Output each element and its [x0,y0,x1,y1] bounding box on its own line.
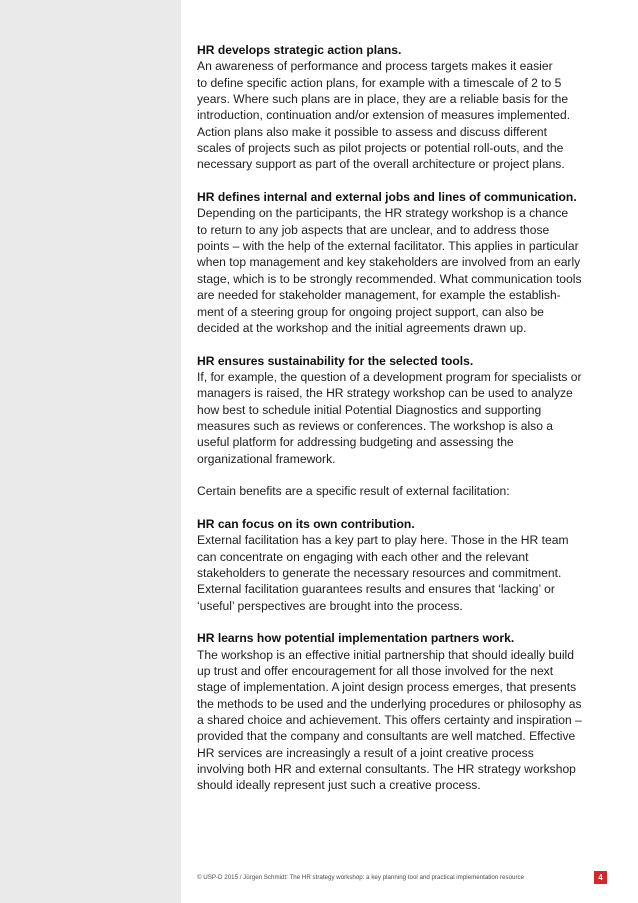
paragraph-line: years. Where such plans are in place, they are a reliable basis for the [197,92,569,107]
section [197,483,611,499]
paragraph-line: stage of implementation. A joint design process emerges, that presents [197,680,577,695]
paragraph-line: when top management and key stakeholders are involved from an early [197,255,581,270]
paragraph-line: to define specific action plans, for example with a timescale of 2 to 5 [197,75,562,90]
left-margin-band [0,0,181,903]
paragraph-line: points – with the help of the external facilitator. This applies in particular [197,239,579,254]
section-heading: HR develops strategic action plans. [197,43,402,57]
section [197,42,611,173]
paragraph-line: The workshop is an effective initial partnership that should ideally build [197,647,574,662]
paragraph-line: stage, which is to be strongly recommended. What communication tools [197,271,582,286]
paragraph-line: measures such as reviews or conferences. The workshop is also a [197,418,554,433]
paragraph-line: managers is raised, the HR strategy workshop can be used to analyze [197,386,573,401]
document-body [197,42,611,810]
section-paragraph [197,58,611,172]
paragraph-line: necessary support as part of the overall architecture or project plans. [197,157,565,172]
section-paragraph [197,532,611,614]
paragraph-line: useful platform for addressing budgeting and assessing the [197,435,514,450]
paragraph-line: ‘useful’ perspectives are brought into the process. [197,598,463,613]
section-paragraph [197,369,611,467]
paragraph-line: Action plans also make it possible to assess and discuss different [197,124,548,139]
paragraph-line: Certain benefits are a specific result of external facilitation: [197,484,510,499]
paragraph-line: stakeholders to generate the necessary resources and commitment. [197,566,562,580]
paragraph-line: scales of projects such as pilot projects or potential roll-outs, and the [197,141,564,156]
paragraph-line: to return to any job aspects that are unclear, and to address those [197,222,550,237]
paragraph-line: An awareness of performance and process targets makes it easier [197,59,553,74]
paragraph-line: involving both HR and external consultants. The HR strategy workshop [197,762,576,777]
section-heading: HR defines internal and external jobs and lines of communication. [197,190,577,205]
paragraph-line: External facilitation guarantees results and ensures that ‘lacking’ or [197,582,555,597]
paragraph-line: introduction, continuation and/or extension of measures implemented. [197,108,571,123]
paragraph-line: Depending on the participants, the HR strategy workshop is a chance [197,206,569,221]
section-heading: HR can focus on its own contribution. [197,516,415,531]
paragraph-line: up trust and offer encouragement for all those involved for the next [197,664,554,679]
paragraph-line: should ideally represent just such a creative process. [197,778,481,793]
page-number-badge: 4 [594,871,607,884]
paragraph-line: are needed for stakeholder management, for example the establish- [197,288,561,303]
paragraph-line: a shared choice and achievement. This offers certainty and inspiration – [197,713,582,728]
section-paragraph [197,205,611,336]
paragraph-line: External facilitation has a key part to play here. Those in the HR team [197,533,569,548]
section [197,630,611,793]
paragraph-line: HR services are increasingly a result of a joint creative process [197,745,534,760]
paragraph-line: how best to schedule initial Potential Diagnostics and supporting [197,402,542,417]
paragraph-line: can concentrate on engaging with each other and the relevant [197,549,529,564]
section [197,353,611,467]
paragraph-line: provided that the company and consultants are well matched. Effective [197,729,576,744]
paragraph-line: If, for example, the question of a development program for specialists or [197,369,582,384]
page-footer [197,871,617,885]
paragraph-line: ment of a steering group for ongoing project support, can also be [197,304,544,319]
paragraph-line: organizational framework. [197,451,336,466]
section [197,516,611,614]
section-paragraph [197,483,611,499]
section-heading: HR learns how potential implementation partners work. [197,631,515,646]
paragraph-line: decided at the workshop and the initial agreements drawn up. [197,320,527,335]
paragraph-line: the methods to be used and the underlying procedures or philosophy as [197,696,582,711]
footer-copyright: © USP-D 2015 / Jürgen Schmidt: The HR strategy workshop: a key planning tool and practical implementation resource [197,874,525,881]
section-heading: HR ensures sustainability for the selected tools. [197,353,474,368]
section-paragraph [197,647,611,794]
section [197,189,611,336]
